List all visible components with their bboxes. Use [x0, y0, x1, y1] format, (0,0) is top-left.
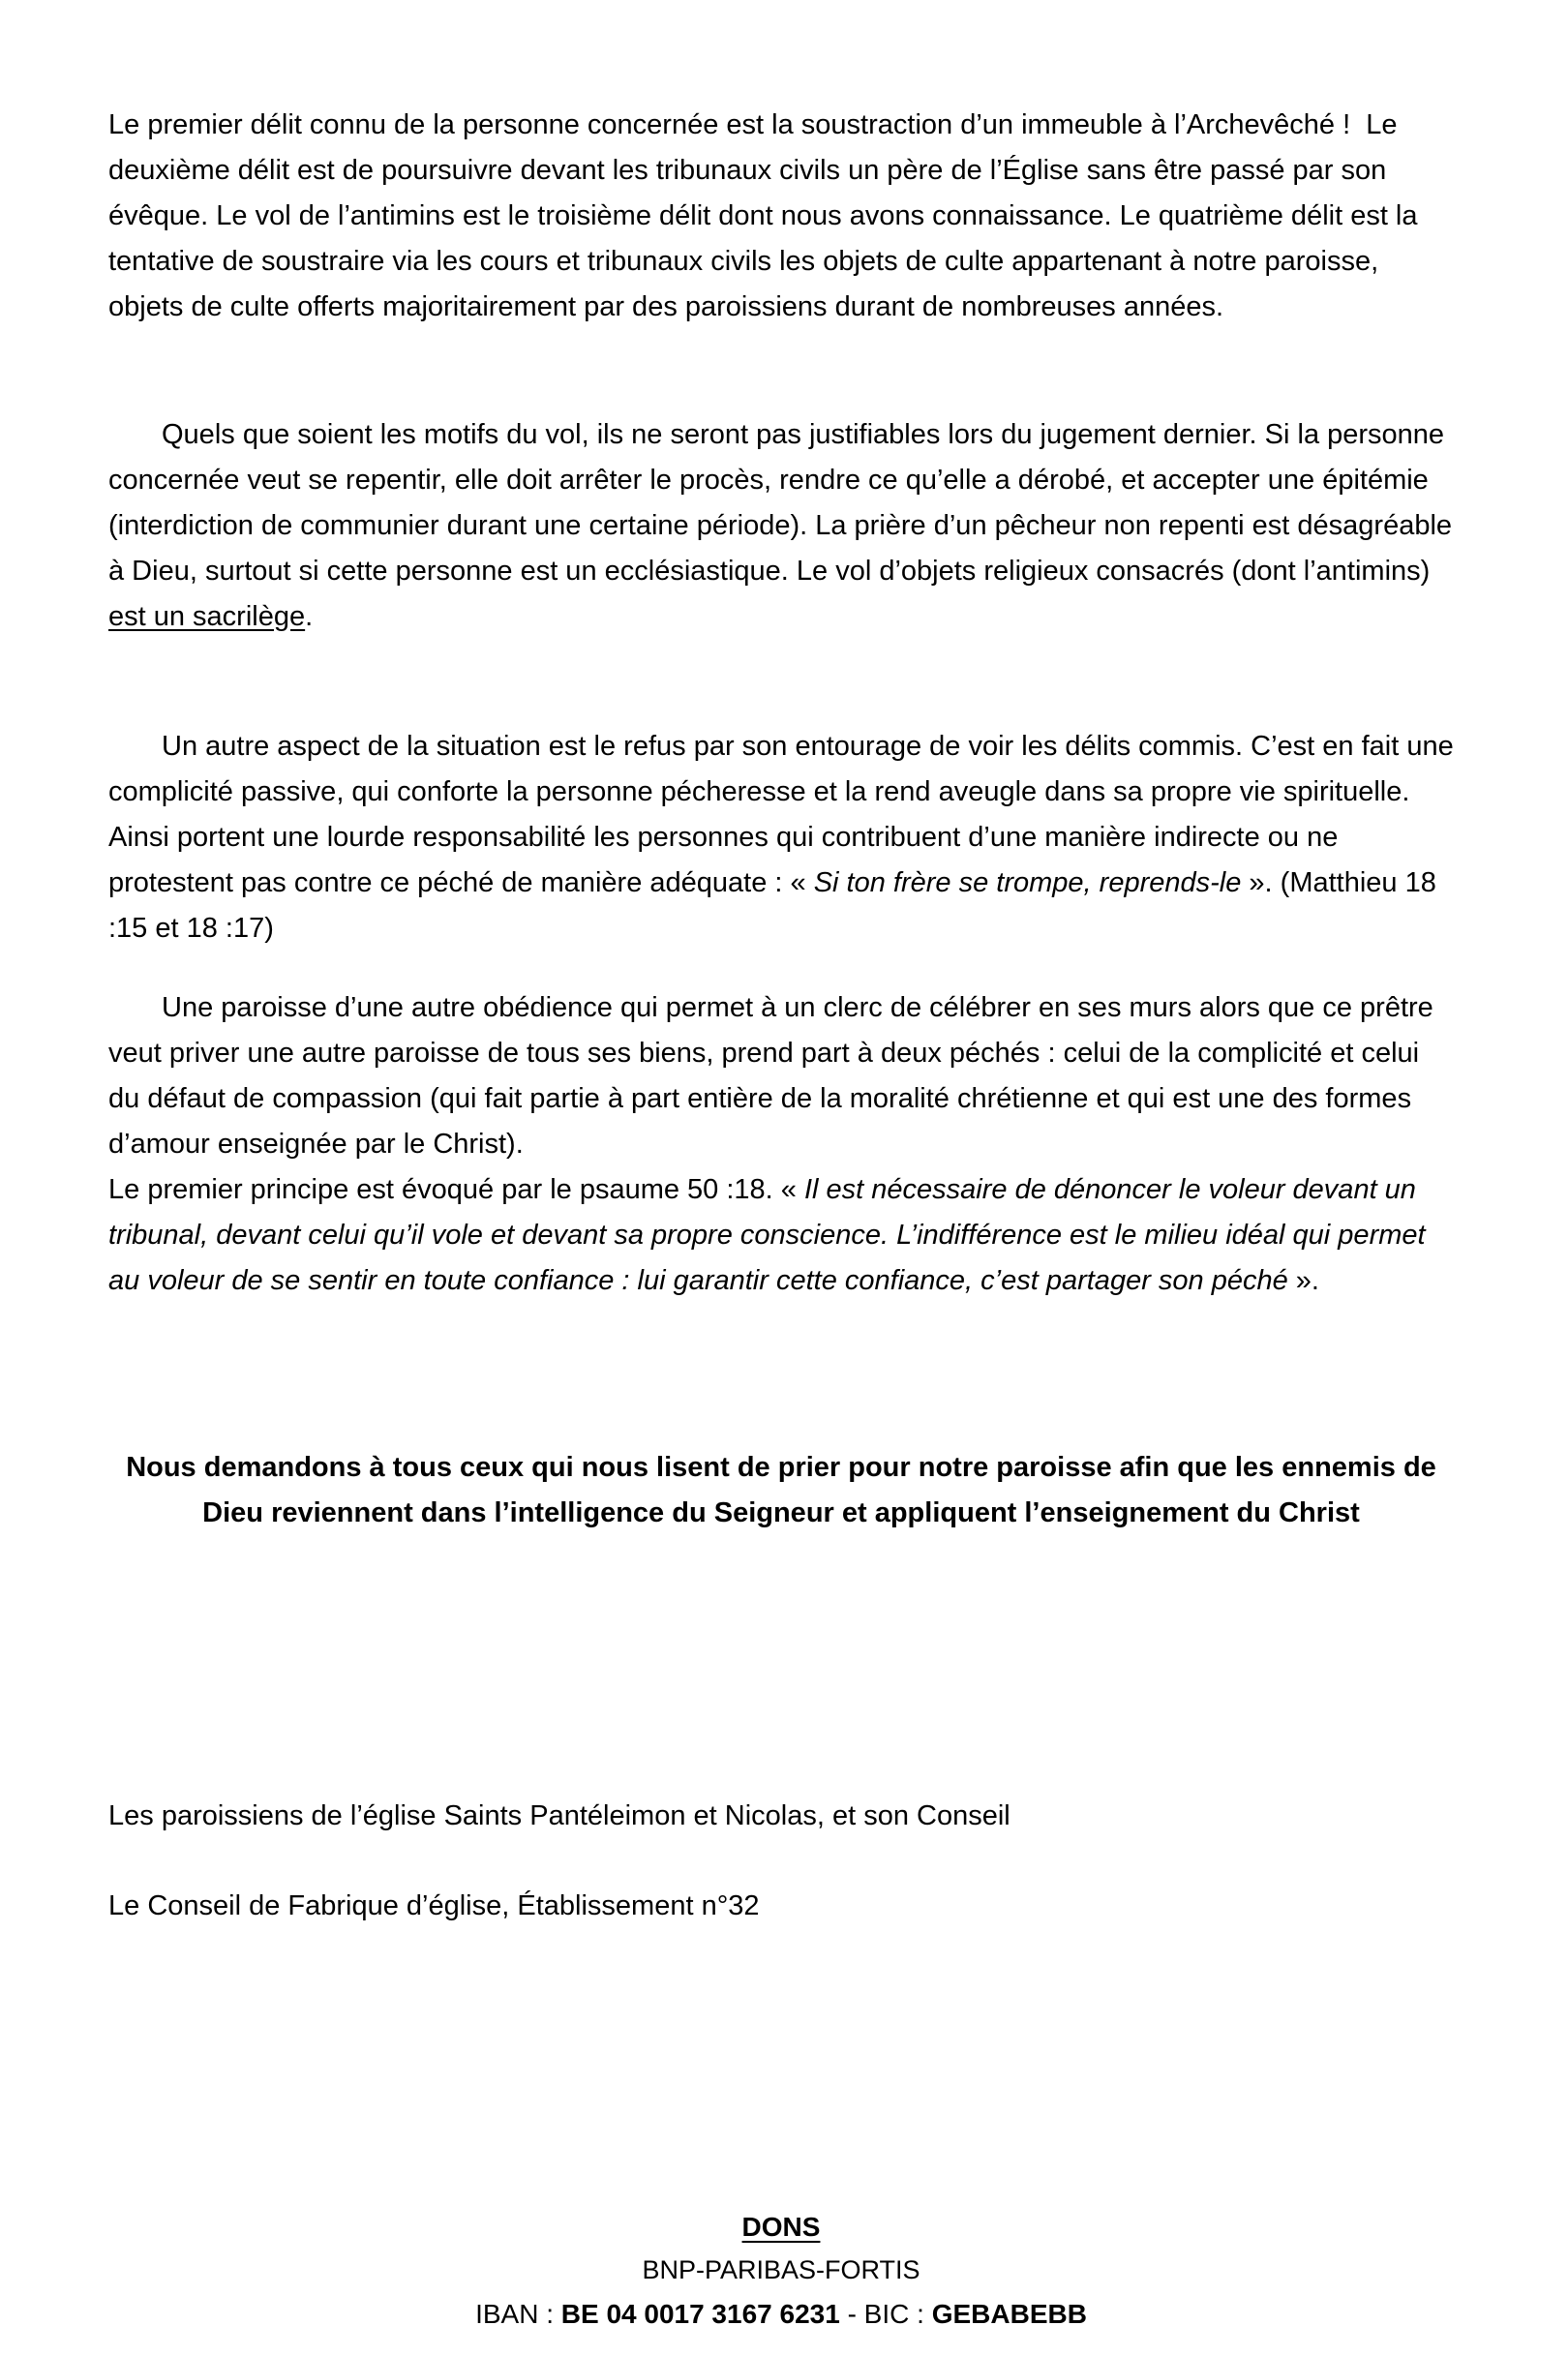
signature-council — [108, 1884, 1454, 1929]
paragraph-complicity-text — [108, 724, 1462, 951]
p3-end-reference: ». (Matthieu 18 :15 et 18 :17) — [108, 867, 1444, 944]
paragraph-crimes — [108, 103, 1454, 330]
signature-parishioners — [108, 1794, 1454, 1839]
prayer-appeal-text: Nous demandons à tous ceux qui nous lisent de prier pour notre paroisse afin que les ennemis de Dieu reviennent dans l’intelligence du Seigneur et appliquent l’enseignement du Christ — [126, 1452, 1444, 1528]
p4-part1-text: Une paroisse d’une autre obédience qui permet à un clerc de célébrer en ses murs alors que ce prêtre veut priver une autre paroisse de tous ses biens, prend part à deux péchés : celui de la complicité et celui du défaut de compassion (qui fait partie à part entière de la moralité chrétienne et qui est une des formes d’amour enseignée par le Christ). — [108, 992, 1441, 1160]
iban-label: IBAN : — [475, 2299, 561, 2329]
bank-name: BNP-PARIBAS-FORTIS — [642, 2255, 920, 2284]
paragraph-repentance-text — [108, 412, 1461, 640]
p4-end-punctuation: ». — [1287, 1265, 1319, 1296]
p2-end-punctuation: . — [305, 601, 314, 632]
donations-footer — [108, 2205, 1454, 2336]
signature-parishioners-text: Les paroissiens de l’église Saints Pantéleimon et Nicolas, et son Conseil — [108, 1800, 1010, 1831]
paragraph-repentance — [108, 412, 1461, 640]
bank-account-line — [108, 2292, 1454, 2336]
bic-value: GEBABEBB — [931, 2299, 1087, 2329]
paragraph-crimes-text — [108, 103, 1454, 330]
iban-value: BE 04 0017 3167 6231 — [560, 2299, 840, 2329]
p4-psalm-prefix: Le premier principe est évoqué par le psaume 50 :18. « — [108, 1174, 804, 1205]
prayer-appeal — [108, 1445, 1454, 1536]
p3-matthew-quote: Si ton frère se trompe, reprends-le — [813, 867, 1242, 898]
p2-main-text: Quels que soient les motifs du vol, ils ne seront pas justifiables lors du jugement dernier. Si la personne concernée veut se repentir, elle doit arrêter le procès, rendre ce qu’elle a dérobé, et accepter une épitémie (interdiction de communier durant une certaine période). La prière d’un pêcheur non repenti est désagréable à Dieu, surtout si cette personne est un ecclésiastique. Le vol d’objets religieux consacrés (dont l’antimins) — [108, 419, 1461, 587]
paragraph-parish-obedience-text — [108, 985, 1454, 1304]
p2-underlined-sacrilege-text: est un sacrilège — [108, 601, 306, 632]
donations-title: DONS — [741, 2212, 821, 2242]
bic-separator: - BIC : — [839, 2299, 932, 2329]
paragraph-parish-obedience — [108, 985, 1454, 1304]
signature-council-text: Le Conseil de Fabrique d’église, Établissement n°32 — [108, 1890, 760, 1921]
p4-psalm-quote: Il est nécessaire de dénoncer le voleur devant un tribunal, devant celui qu’il vole et devant sa propre conscience. L’indifférence est le milieu idéal qui permet au voleur de se sentir en toute confiance : lui garantir cette confiance, c’est partager son péché — [108, 1174, 1433, 1296]
p3-main-text: Un autre aspect de la situation est le refus par son entourage de voir les délits commis. C’est en fait une complicité passive, qui conforte la personne pécheresse et la rend aveugle dans sa propre vie spirituelle. Ainsi portent une lourde responsabilité les personnes qui contribuent d’une manière indirecte ou ne protestent pas contre ce péché de manière adéquate : « — [108, 731, 1462, 898]
paragraph-complicity — [108, 724, 1462, 951]
p1-text: Le premier délit connu de la personne concernée est la soustraction d’un immeuble à l’Archevêché ! Le deuxième délit est de poursuivre devant les tribunaux civils un père de l’Église sans être passé par son évêque. Le vol de l’antimins est le troisième délit dont nous avons connaissance. Le quatrième délit est la tentative de soustraire via les cours et tribunaux civils les objets de culte appartenant à notre paroisse, objets de culte offerts majoritairement par des paroissiens durant de nombreuses années. — [108, 109, 1426, 322]
